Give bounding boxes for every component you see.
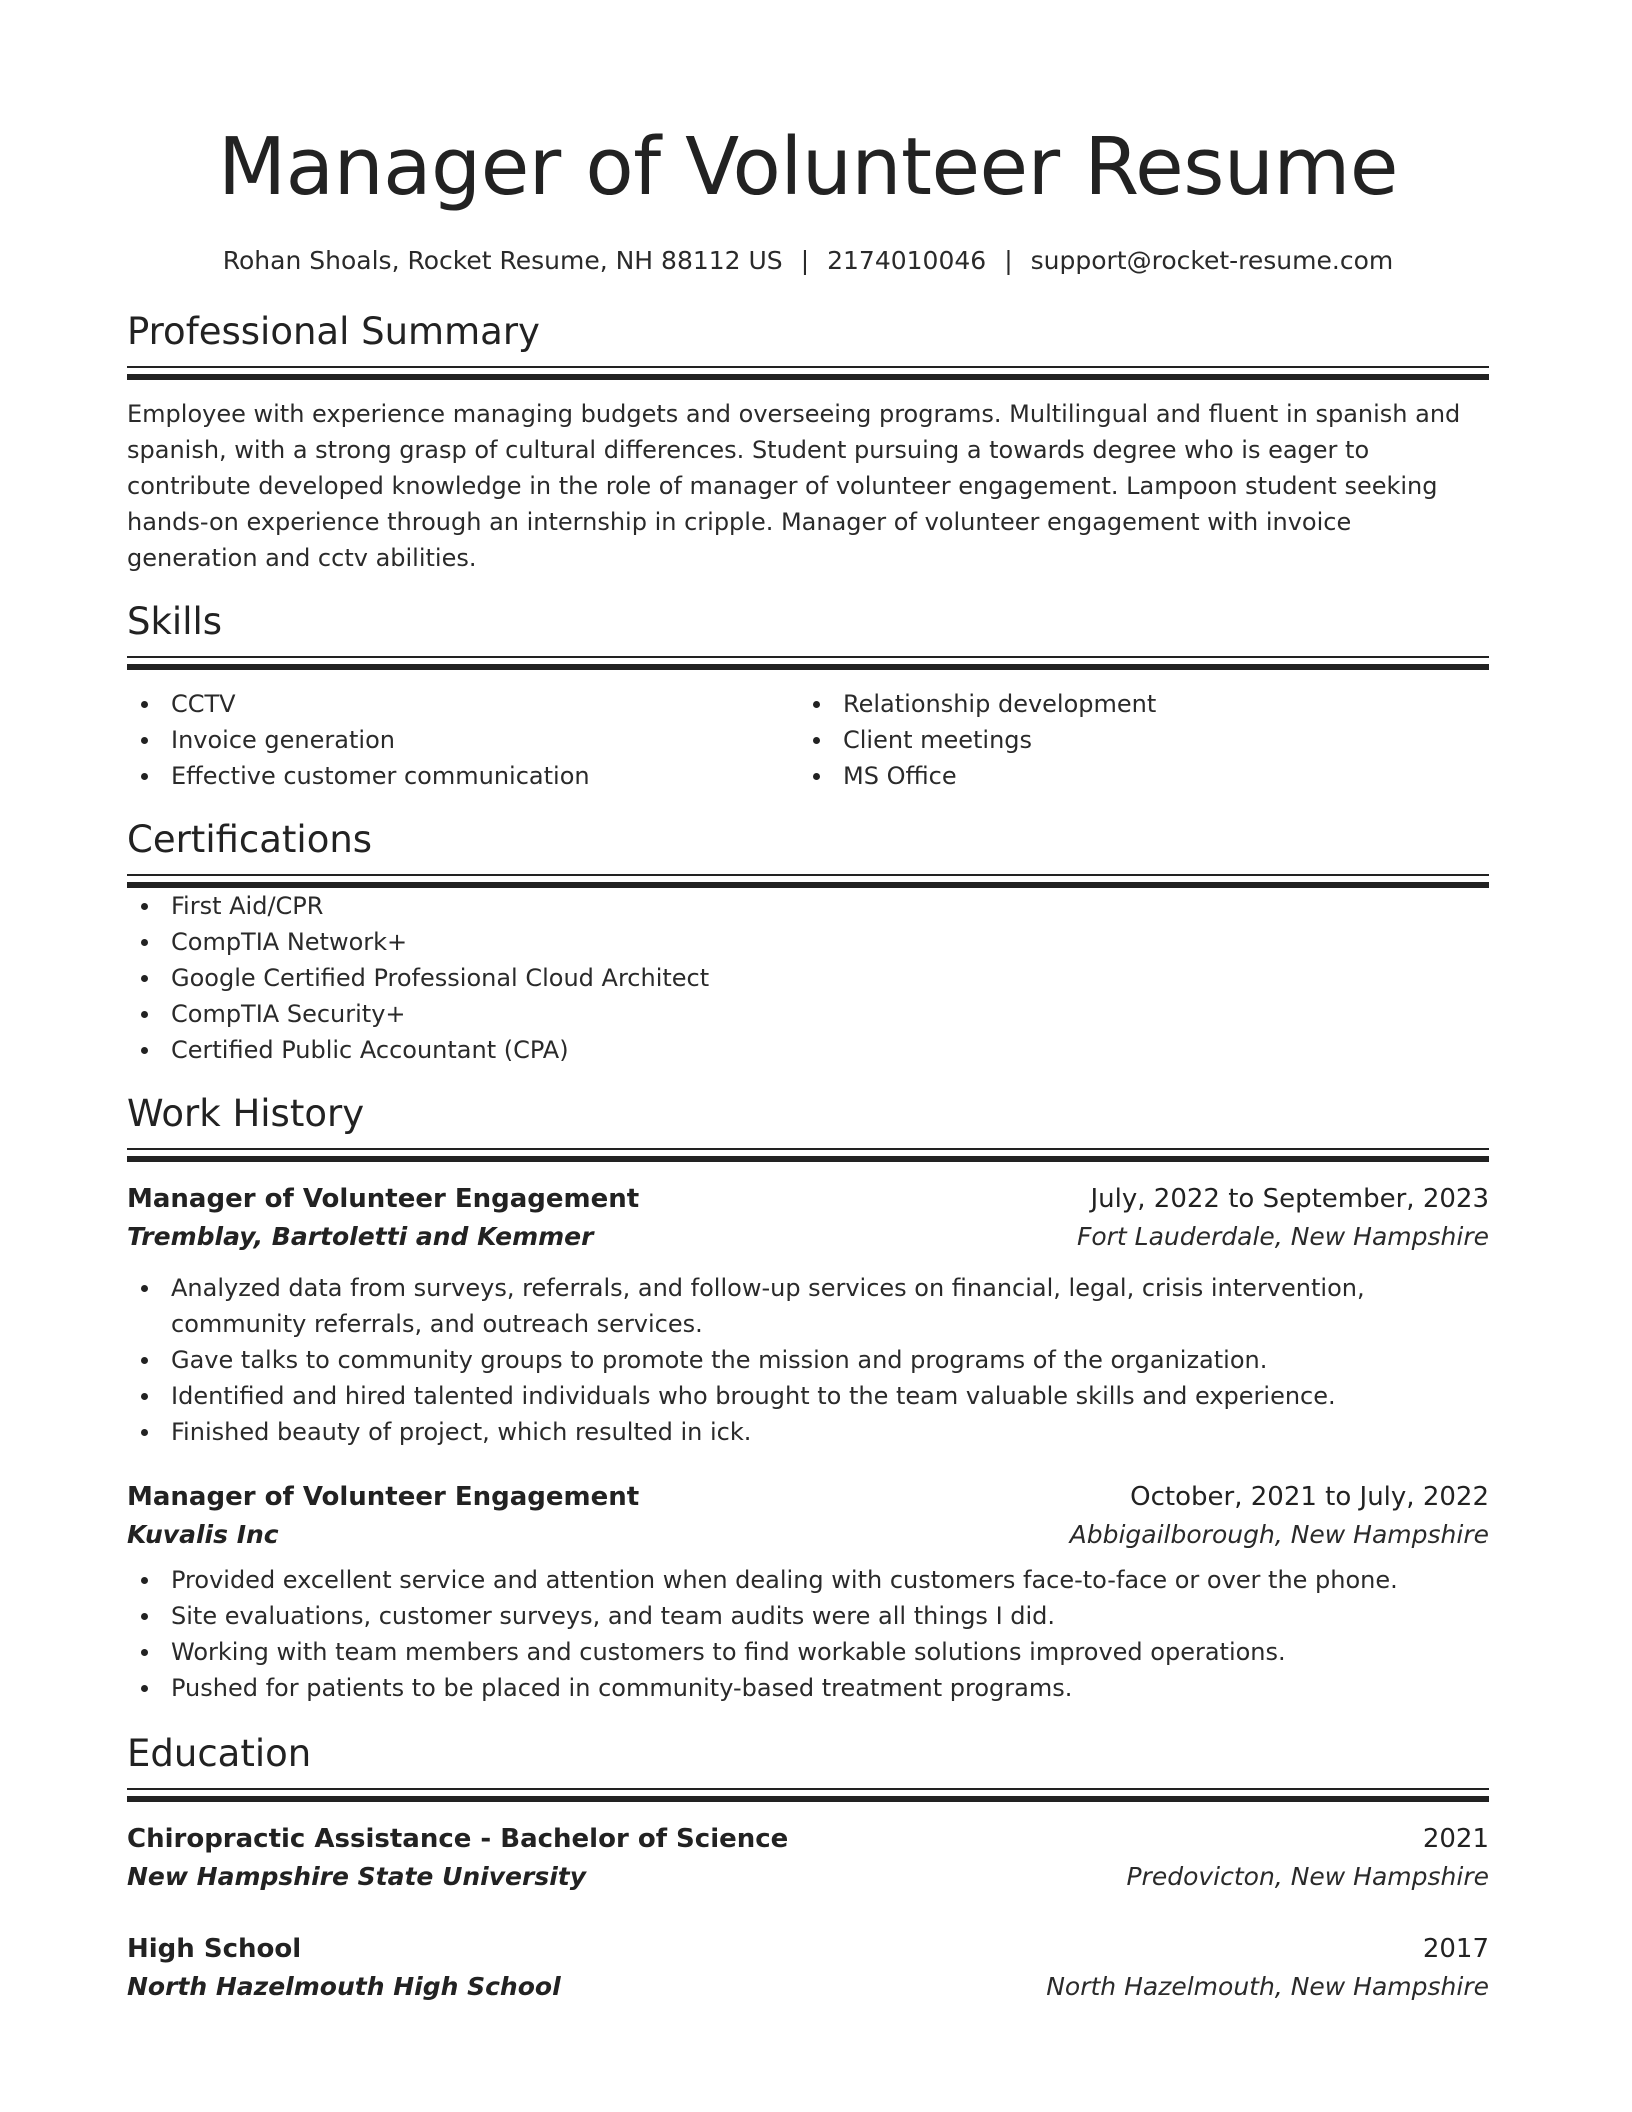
job-duty-item: Identified and hired talented individuals who brought to the team valuable skills and experience. [127, 1378, 1489, 1414]
skills-heading: Skills [127, 600, 223, 643]
contact-address: Rohan Shoals, Rocket Resume, NH 88112 US [222, 246, 783, 275]
skill-item: Effective customer communication [127, 758, 799, 794]
resume-page [127, 0, 1489, 2006]
job-title: Manager of Volunteer Engagement [127, 1482, 640, 1512]
skills-list-left [127, 686, 799, 794]
skills-list-right [799, 686, 1471, 794]
contact-line [127, 246, 1489, 276]
certification-item: CompTIA Security+ [127, 996, 1489, 1032]
job-duty-item: Finished beauty of project, which resulted in ick. [127, 1414, 1489, 1450]
certifications-list [127, 888, 1489, 1068]
contact-separator: | [1004, 246, 1013, 275]
job-company: Tremblay, Bartoletti and Kemmer [127, 1222, 594, 1251]
certifications-heading: Certifications [127, 818, 373, 861]
job-duty-item: Gave talks to community groups to promote the mission and programs of the organization. [127, 1342, 1489, 1378]
work-history-section [127, 1092, 1489, 1706]
job-duty-item: Analyzed data from surveys, referrals, and follow-up services on financial, legal, crisis intervention, community referrals, and outreach services. [127, 1270, 1489, 1342]
education-school: North Hazelmouth High School [127, 1972, 561, 2001]
education-location: North Hazelmouth, New Hampshire [1046, 1972, 1489, 2001]
contact-separator: | [800, 246, 810, 275]
summary-text: Employee with experience managing budgets and overseeing programs. Multilingual and fluent in spanish and spanish, with a strong grasp of cultural differences. Student pursuing a towards degree who is eager to contribute developed knowledge in the role of manager of volunteer engagement. Lampoon student seeking hands-on experience through an internship in cripple. Manager of volunteer engagement with invoice generation and cctv abilities. [127, 400, 1461, 572]
section-divider [127, 1148, 1489, 1162]
job-duties-list [127, 1270, 1489, 1450]
job-entry [127, 1180, 1489, 1450]
job-title: Manager of Volunteer Engagement [127, 1184, 640, 1214]
job-location: Fort Lauderdale, New Hampshire [1076, 1222, 1489, 1251]
education-degree: Chiropractic Assistance - Bachelor of Science [127, 1824, 789, 1854]
job-location: Abbigailborough, New Hampshire [1069, 1520, 1489, 1549]
section-divider [127, 874, 1489, 888]
job-dates: October, 2021 to July, 2022 [1130, 1482, 1489, 1512]
certification-item: CompTIA Network+ [127, 924, 1489, 960]
education-school: New Hampshire State University [127, 1862, 587, 1891]
certification-item: Certified Public Accountant (CPA) [127, 1032, 1489, 1068]
contact-phone: 2174010046 [827, 246, 987, 275]
job-dates: July, 2022 to September, 2023 [1090, 1184, 1489, 1214]
resume-title: Manager of Volunteer Resume [218, 121, 1398, 213]
section-divider [127, 656, 1489, 670]
education-section [127, 1732, 1489, 2006]
skill-item: Invoice generation [127, 722, 799, 758]
summary-section [127, 310, 1489, 576]
skills-section [127, 600, 1489, 794]
summary-heading: Professional Summary [127, 310, 540, 353]
contact-email: support@rocket-resume.com [1030, 246, 1394, 275]
skill-item: Relationship development [799, 686, 1471, 722]
certifications-section [127, 818, 1489, 1068]
job-entry [127, 1478, 1489, 1706]
education-heading: Education [127, 1732, 312, 1775]
skill-item: MS Office [799, 758, 1471, 794]
skills-grid [127, 686, 1489, 794]
skill-item: CCTV [127, 686, 799, 722]
certification-item: Google Certified Professional Cloud Architect [127, 960, 1489, 996]
education-entry [127, 1930, 1489, 2006]
education-year: 2017 [1422, 1934, 1489, 1964]
work-history-heading: Work History [127, 1092, 365, 1135]
education-entry [127, 1820, 1489, 1896]
job-company: Kuvalis Inc [127, 1520, 279, 1549]
education-year: 2021 [1422, 1824, 1489, 1854]
certification-item: First Aid/CPR [127, 888, 1489, 924]
job-duties-list [127, 1562, 1489, 1706]
section-divider [127, 1788, 1489, 1802]
job-duty-item: Site evaluations, customer surveys, and team audits were all things I did. [127, 1598, 1489, 1634]
education-location: Predovicton, New Hampshire [1126, 1862, 1489, 1891]
job-duty-item: Provided excellent service and attention when dealing with customers face-to-face or over the phone. [127, 1562, 1489, 1598]
job-duty-item: Pushed for patients to be placed in community-based treatment programs. [127, 1670, 1489, 1706]
skill-item: Client meetings [799, 722, 1471, 758]
education-degree: High School [127, 1934, 302, 1964]
section-divider [127, 366, 1489, 380]
job-duty-item: Working with team members and customers to find workable solutions improved operations. [127, 1634, 1489, 1670]
